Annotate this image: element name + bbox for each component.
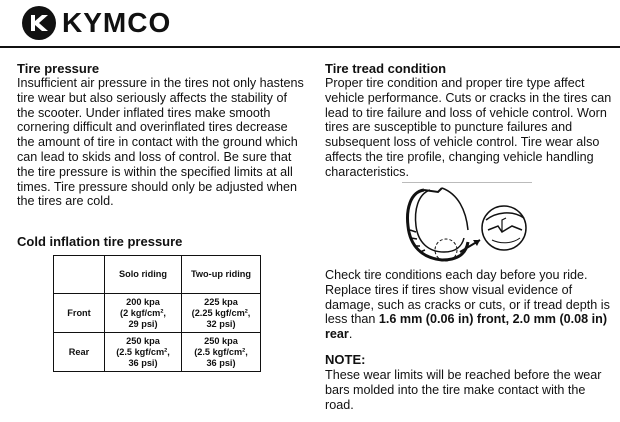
tire-tread-section	[325, 61, 615, 180]
cold-inflation-title: Cold inflation tire pressure	[17, 234, 183, 249]
rear-two-up-cell	[182, 333, 261, 372]
table-header-row	[54, 256, 261, 294]
check-text-a: Check tire conditions each day before you ride. Replace tires if tires show visual evidence of damage, such as cracks or cuts, or if tread depth is less than	[325, 268, 610, 327]
header-two-up: Two-up riding	[182, 256, 261, 294]
tire-wear-illustration	[402, 180, 540, 265]
brand-name: KYMCO	[62, 7, 172, 38]
front-solo-kpa: 200 kpa	[126, 296, 160, 307]
wear-limit-values: 1.6 mm (0.06 in) front, 2.0 mm (0.08 in) rear	[325, 312, 608, 342]
row-label-front: Front	[54, 294, 105, 333]
table-row	[54, 294, 261, 333]
rear-two-up-psi: 36 psi)	[206, 357, 236, 368]
rear-two-up-kpa: 250 kpa	[204, 335, 238, 346]
rear-solo-kgf: (2.5 kgf/cm²,	[116, 346, 170, 357]
front-solo-psi: 29 psi)	[128, 318, 158, 329]
rear-solo-kpa: 250 kpa	[126, 335, 160, 346]
row-label-rear: Rear	[54, 333, 105, 372]
tire-pressure-body: Insufficient air pressure in the tires not only hastens tire wear but also seriously affects the stability of the scooter. Under inflated tires make smooth cornering difficult and overinflated tires decrease the amount of tire in contact with the ground which can lead to skids and loss of control. Be sure that the tire pressure is within the specified limits at all times. Tire pressure should only be adjusted when the tires are cold.	[17, 76, 304, 209]
note-section	[325, 368, 615, 412]
front-two-up-kpa: 225 kpa	[204, 296, 238, 307]
header-solo: Solo riding	[105, 256, 182, 294]
tire-pressure-title: Tire pressure	[17, 61, 100, 76]
front-two-up-kgf: (2.25 kgf/cm²,	[191, 307, 251, 318]
kymco-emblem-icon	[22, 6, 56, 40]
front-solo-kgf: (2 kgf/cm²,	[120, 307, 166, 318]
check-tire-text	[325, 268, 615, 342]
front-two-up-cell	[182, 294, 261, 333]
kymco-logo	[22, 6, 171, 40]
table-row	[54, 333, 261, 372]
tire-tread-body: Proper tire condition and proper tire type affect vehicle performance. Cuts or cracks in the tires can lead to tire failure and loss of vehicle control. Worn tires are susceptible to puncture failures and subsequent loss of vehicle control. Tire wear also affects the tire profile, changing vehicle handling characteristics.	[325, 76, 612, 179]
page-header	[0, 0, 620, 46]
tire-tread-title: Tire tread condition	[325, 61, 447, 76]
cold-inflation-table	[53, 255, 261, 372]
rear-solo-psi: 36 psi)	[128, 357, 158, 368]
front-solo-cell	[105, 294, 182, 333]
note-title: NOTE:	[325, 352, 366, 367]
tire-pressure-section	[17, 61, 307, 209]
note-body: These wear limits will be reached before the wear bars molded into the tire make contact with the road.	[325, 368, 602, 412]
front-two-up-psi: 32 psi)	[206, 318, 236, 329]
check-tire-paragraph	[325, 268, 615, 342]
rear-solo-cell	[105, 333, 182, 372]
header-divider	[0, 46, 620, 48]
check-text-c: .	[348, 327, 353, 342]
table-corner-cell	[54, 256, 105, 294]
rear-two-up-kgf: (2.5 kgf/cm²,	[194, 346, 248, 357]
